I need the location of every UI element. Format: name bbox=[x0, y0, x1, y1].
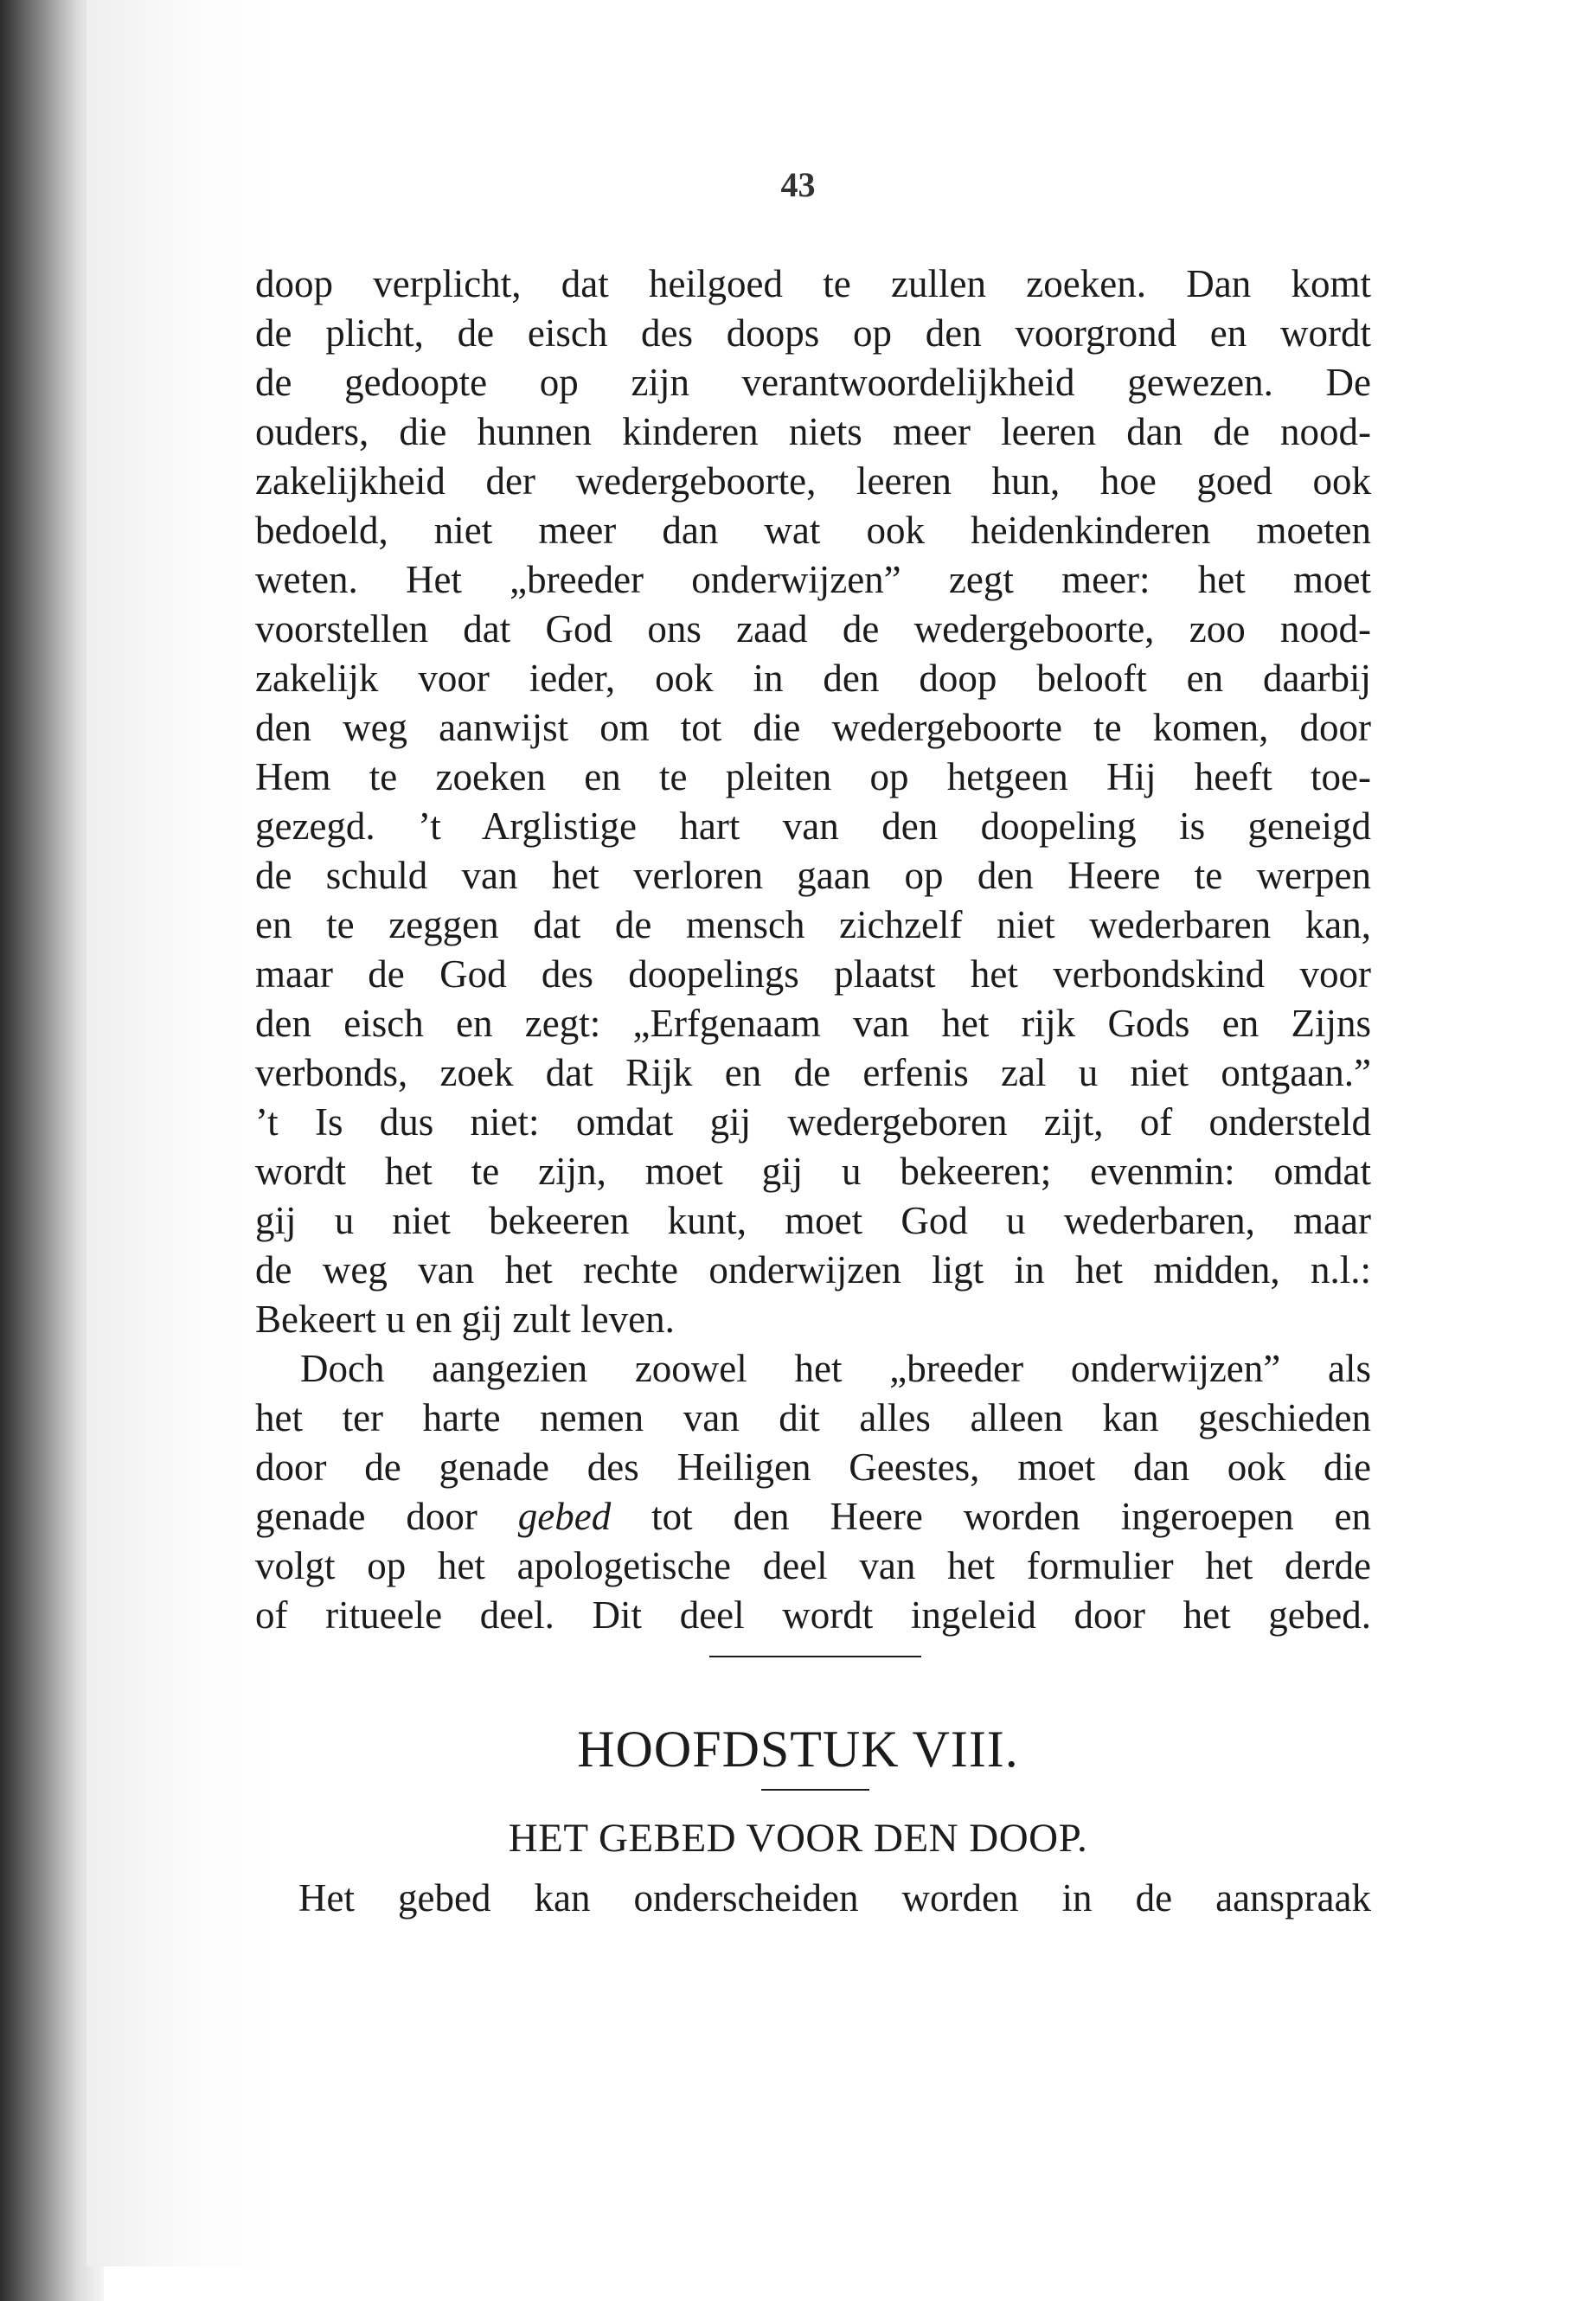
title-rule bbox=[761, 1789, 869, 1791]
paragraph-2-line: volgt op het apologetische deel van het formulier het derde bbox=[255, 1544, 1371, 1587]
text-line: gij u niet bekeeren kunt, moet God u wederbaren, maar bbox=[255, 1199, 1371, 1242]
text-line: ouders, die hunnen kinderen niets meer leeren dan de nood- bbox=[255, 410, 1371, 453]
section-divider bbox=[709, 1656, 921, 1657]
text-line: ’t Is dus niet: omdat gij wedergeboren zijt, of ondersteld bbox=[255, 1100, 1371, 1144]
text-line: weten. Het „breeder onderwijzen” zegt meer: het moet bbox=[255, 558, 1371, 601]
emphasis-gebed: gebed bbox=[517, 1495, 612, 1538]
text-line: wordt het te zijn, moet gij u bekeeren; evenmin: omdat bbox=[255, 1150, 1371, 1193]
text-line: gezegd. ’t Arglistige hart van den doopeling is geneigd bbox=[255, 804, 1371, 848]
text-line: voorstellen dat God ons zaad de wedergeboorte, zoo nood- bbox=[255, 607, 1371, 651]
text-line: verbonds, zoek dat Rijk en de erfenis zal u niet ontgaan.” bbox=[255, 1051, 1371, 1094]
text-line: de weg van het rechte onderwijzen ligt in het midden, n.l.: bbox=[255, 1248, 1371, 1292]
text-line: maar de God des doopelings plaatst het verbondskind voor bbox=[255, 952, 1371, 996]
text-line: de schuld van het verloren gaan op den Heere te werpen bbox=[255, 854, 1371, 897]
chapter-title: HOOFDSTUK VIII. bbox=[577, 1721, 1019, 1778]
text-line: zakelijk voor ieder, ook in den doop belooft en daarbij bbox=[255, 657, 1371, 700]
paragraph-2-line: het ter harte nemen van dit alles alleen kan geschieden bbox=[255, 1396, 1371, 1439]
page-number: 43 bbox=[780, 165, 816, 204]
text-line: Bekeert u en gij zult leven. bbox=[255, 1298, 675, 1341]
paragraph-2-line: of ritueele deel. Dit deel wordt ingeleid door het gebed. bbox=[255, 1593, 1371, 1637]
text-line: bedoeld, niet meer dan wat ook heidenkinderen moeten bbox=[255, 509, 1371, 552]
text-line: doop verplicht, dat heilgoed te zullen zoeken. Dan komt bbox=[255, 262, 1371, 305]
paragraph-2-line: door de genade des Heiligen Geestes, moet dan ook die bbox=[255, 1445, 1371, 1489]
text-line: den eisch en zegt: „Erfgenaam van het rijk Gods en Zijns bbox=[255, 1002, 1371, 1045]
section-title: HET GEBED VOOR DEN DOOP. bbox=[508, 1816, 1088, 1861]
text-line: zakelijkheid der wedergeboorte, leeren hun, hoe goed ook bbox=[255, 459, 1371, 503]
text-line: de plicht, de eisch des doops op den voorgrond en wordt bbox=[255, 311, 1371, 355]
text-line: en te zeggen dat de mensch zichzelf niet wederbaren kan, bbox=[255, 903, 1371, 946]
line-text: genade door bbox=[255, 1495, 518, 1538]
text-line: Hem te zoeken en te pleiten op hetgeen Hij heeft toe- bbox=[255, 755, 1371, 798]
line-text: tot den Heere worden ingeroepen en bbox=[611, 1495, 1372, 1538]
chapter-opening-line: Het gebed kan onderscheiden worden in de aanspraak bbox=[298, 1876, 1371, 1920]
paragraph-2-line bbox=[255, 1492, 1371, 1541]
body-text bbox=[255, 260, 1371, 1640]
paragraph-2-line: Doch aangezien zoowel het „breeder onderwijzen” als bbox=[300, 1347, 1371, 1390]
text-line: den weg aanwijst om tot die wedergeboorte te komen, door bbox=[255, 706, 1371, 749]
text-line: de gedoopte op zijn verantwoordelijkheid gewezen. De bbox=[255, 361, 1371, 404]
